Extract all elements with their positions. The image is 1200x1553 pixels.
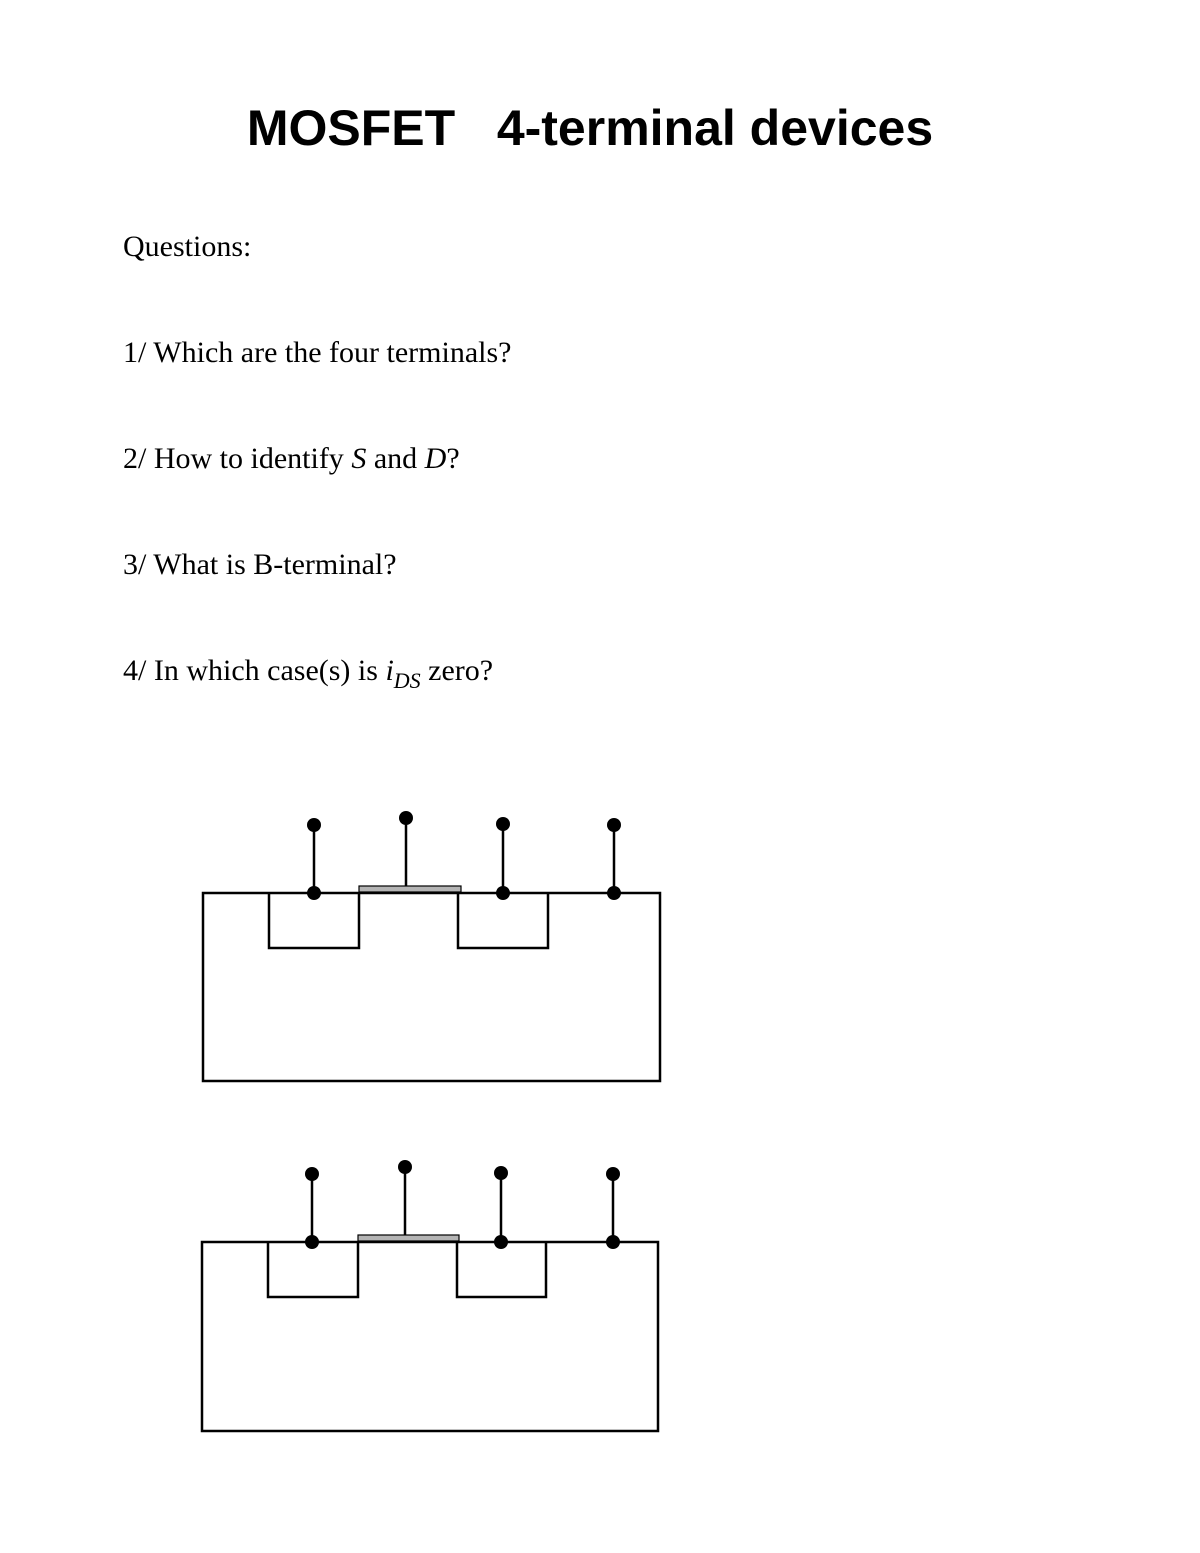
current-symbol: i (385, 654, 394, 687)
source-well (268, 1242, 358, 1297)
body-contact-dot (606, 1235, 620, 1249)
source-well (269, 893, 359, 948)
source-terminal-dot (307, 818, 321, 832)
source-contact-dot (307, 886, 321, 900)
drain-terminal-dot (494, 1166, 508, 1180)
question-1: 1/ Which are the four terminals? (123, 336, 512, 369)
gate-oxide (358, 1235, 459, 1241)
question-4-prefix: 4/ In which case(s) is (123, 654, 386, 687)
question-2-suffix: ? (446, 442, 460, 475)
source-terminal-dot (305, 1167, 319, 1181)
question-2-prefix: 2/ How to identify (123, 442, 352, 475)
question-4-suffix: zero? (420, 654, 494, 687)
source-contact-dot (305, 1235, 319, 1249)
body-contact-dot (607, 886, 621, 900)
body-terminal-dot (607, 818, 621, 832)
question-2 (123, 441, 460, 477)
drain-terminal-dot (496, 817, 510, 831)
substrate-body (202, 1242, 658, 1431)
body-terminal-dot (606, 1167, 620, 1181)
current-subscript: DS (393, 668, 421, 693)
question-4 (123, 653, 493, 691)
substrate-body (203, 893, 660, 1081)
gate-terminal-dot (398, 1160, 412, 1174)
gate-terminal-dot (399, 811, 413, 825)
question-2-middle: and (366, 442, 425, 475)
mosfet-device-2 (202, 1160, 658, 1431)
question-3: 3/ What is B-terminal? (123, 548, 397, 581)
mosfet-device-1 (203, 811, 660, 1081)
drain-well (457, 1242, 546, 1297)
questions-heading: Questions: (123, 230, 252, 263)
page-title: MOSFET 4-terminal devices (246, 100, 934, 156)
drain-contact-dot (494, 1235, 508, 1249)
variable-s: S (351, 442, 367, 475)
drain-well (458, 893, 548, 948)
gate-oxide (359, 886, 461, 892)
drain-contact-dot (496, 886, 510, 900)
variable-d: D (424, 442, 447, 475)
